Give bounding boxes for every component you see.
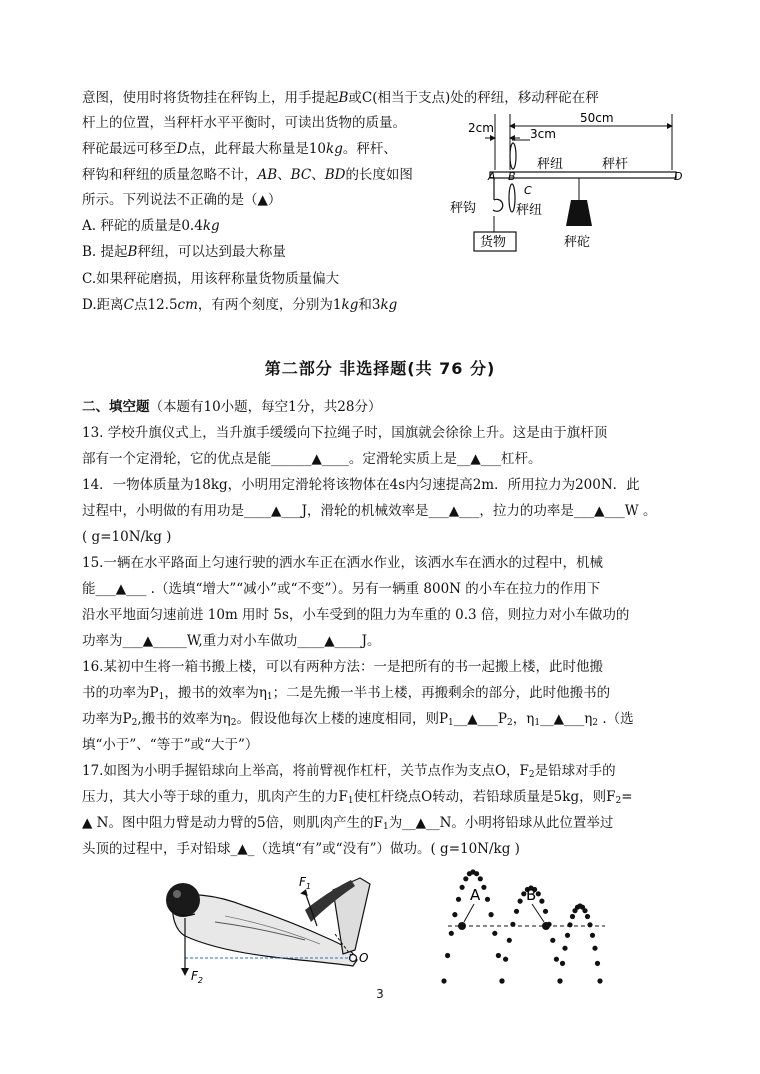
trajectory-dot <box>452 912 457 917</box>
label-tuo: 秤砣 <box>564 235 591 250</box>
q16-line-1: 16.某初中生将一箱书搬上楼，可以有两种方法：一是把所有的书一起搬上楼，此时他搬 <box>82 659 603 675</box>
q14-line-3: ( g=10N/kg ) <box>82 529 172 545</box>
label-niu-top: 秤纽 <box>537 157 564 172</box>
label-point-B: B <box>526 886 537 904</box>
arm-lever-figure <box>155 870 395 985</box>
force-F2-head <box>181 968 189 976</box>
q17-line-2: 压力，其大小等于球的重力，肌肉产生的力$F_1$使杠杆绕点O转动，若铅球质量是5kg，则$F_2=$ <box>82 789 633 806</box>
q12-option-b: B. 提起B秤纽，可以达到最大称量 <box>82 244 286 260</box>
label-gan: 秤杆 <box>602 157 629 172</box>
label-F2: $F_2$ <box>191 969 203 985</box>
trajectory-dot <box>560 961 565 966</box>
q12-option-d: D.距离C点12.5cm，有两个刻度，分别为1kg和3kg <box>82 297 398 313</box>
q12-line-3: 秤砣最远可移至D点，此秤最大称量是10kg。秤杆、 <box>82 141 397 157</box>
q13-line-1: 13. 学校升旗仪式上，当升旗手缓缓向下拉绳子时，国旗就会徐徐上升。这是由于旗杆顶 <box>82 425 608 441</box>
trajectory-dot <box>499 978 504 983</box>
trajectory-dot <box>562 946 567 951</box>
label-gou: 秤钩 <box>450 201 477 216</box>
ball-highlight <box>173 890 181 898</box>
trajectory-dot <box>463 876 468 881</box>
point-D: D <box>674 170 683 183</box>
trajectory-dot <box>592 946 597 951</box>
label-point-A: A <box>470 886 481 904</box>
fill-heading: 二、填空题（本题有10小题，每空1分，共28分） <box>82 399 382 415</box>
q17-line-3: ▲ N。图中阻力臂是动力臂的5倍，则肌肉产生的$F_1$为__▲__N。小明将铅球从此位置举过 <box>82 815 614 832</box>
trajectory-dot <box>518 899 523 904</box>
trajectory-dot <box>460 885 465 890</box>
trajectory-dot <box>567 922 572 927</box>
q15-line-1: 15.一辆在水平路面上匀速行驶的洒水车正在洒水作业，该洒水车在洒水的过程中，机械 <box>82 555 603 571</box>
q12-line-2: 杆上的位置，当秤杆水平平衡时，可读出货物的质量。 <box>82 115 406 131</box>
trajectory-dot <box>539 899 544 904</box>
trajectory-dot <box>478 876 483 881</box>
hook-curve <box>493 199 503 211</box>
counterweight <box>566 200 592 226</box>
trajectory-dot <box>507 938 512 943</box>
trajectory-dot <box>587 922 592 927</box>
trajectory-dot <box>550 938 555 943</box>
q16-line-2: 书的功率为$P_1$，搬书的效率为$\eta_1$；二是先搬一半书上楼，再搬剩余的部分，此时他搬书的 <box>82 685 611 702</box>
point-A-marker <box>458 922 466 930</box>
trajectory-dot <box>441 978 446 983</box>
section-title: 第二部分 非选择题(共 76 分) <box>264 359 496 378</box>
dim-label-50cm: 50cm <box>580 111 614 125</box>
trajectory-dot <box>595 961 600 966</box>
q12-line-4: 秤钩和秤纽的质量忽略不计，AB、BC、BD的长度如图 <box>82 167 413 183</box>
trajectory-dot <box>585 914 590 919</box>
trajectory-dot <box>554 957 559 962</box>
q14-line-1: 14．一物体质量为18kg，小明用定滑轮将该物体在4s内匀速提高2m．所用拉力为200N．此 <box>82 477 640 493</box>
trajectory-dot <box>445 953 450 958</box>
trajectory-dot <box>474 871 479 876</box>
trajectory-dot <box>557 978 562 983</box>
shot-put-ball <box>166 883 200 917</box>
trajectory-dot <box>565 933 570 938</box>
trajectory-dot <box>536 891 541 896</box>
q16-line-3: 功率为$P_2$,搬书的效率为$\eta_2$。假设他每次上楼的速度相同，则$P_1\_\_▲\_\_\_P_2$，$\eta_1\_\_▲\_\_\_\eta_2$ .（选 <box>82 711 634 728</box>
point-C: C <box>524 184 532 197</box>
label-F1: $F_1$ <box>299 875 311 891</box>
trajectory-dot <box>489 912 494 917</box>
trajectory-dot <box>570 914 575 919</box>
trajectory-dot <box>496 953 501 958</box>
dim-label-2cm: 2cm <box>468 121 494 135</box>
q15-line-4: 功率为___▲_____W,重力对小车做功____▲____J。 <box>82 633 381 649</box>
label-O: O <box>359 951 369 965</box>
point-B: B <box>508 170 516 183</box>
point-B-marker <box>542 922 550 930</box>
top-loop <box>510 143 516 169</box>
q12-option-a: A. 秤砣的质量是0.4kg <box>82 218 220 234</box>
trajectory-dot <box>543 909 548 914</box>
trajectory-dot <box>485 897 490 902</box>
trajectory-dot <box>456 897 461 902</box>
trajectory-dot <box>597 978 602 983</box>
trajectory-dot <box>590 933 595 938</box>
steelyard-diagram <box>440 108 690 258</box>
label-niu-bottom: 秤纽 <box>516 203 543 218</box>
pointer-A <box>464 904 474 922</box>
trajectory-dot <box>449 931 454 936</box>
trajectory-dot <box>514 909 519 914</box>
trajectory-dot <box>503 957 508 962</box>
pointer-B <box>532 904 544 922</box>
q17-line-1: 17.如图为小明手握铅球向上举高，将前臂视作杠杆，关节点作为支点O，$F_2$是铅球对手的 <box>82 763 616 780</box>
dim-label-3cm: 3cm <box>530 127 556 141</box>
trajectory-dot <box>582 908 587 913</box>
bouncing-ball-figure <box>440 866 610 988</box>
q14-line-2: 过程中，小明做的有用功是____▲___J，滑轮的机械效率是___▲___，拉力的功率是___▲___W 。 <box>82 503 657 519</box>
trajectory-dot <box>492 931 497 936</box>
point-A: A <box>488 170 496 183</box>
beam <box>490 172 676 178</box>
q12-line-5: 所示。下列说法不正确的是（▲） <box>82 192 282 208</box>
q17-line-4: 头顶的过程中，手对铅球_▲_（选填“有”或“没有”）做功。( g=10N/kg ) <box>82 841 520 857</box>
label-huowu: 货物 <box>480 235 507 250</box>
trajectory-dot <box>481 885 486 890</box>
bottom-loop <box>509 184 515 212</box>
q16-line-4: 填“小于”、“等于”或“大于”） <box>82 737 259 753</box>
q12-line-1: 意图，使用时将货物挂在秤钩上，用手提起B或C(相当于支点)处的秤纽，移动秤砣在秤 <box>82 90 599 106</box>
page-number: 3 <box>376 987 384 1001</box>
q15-line-3: 沿水平地面匀速前进 10m 用时 5s，小车受到的阻力为车重的 0.3 倍，则拉力对小车做功的 <box>82 607 630 623</box>
q12-option-c: C.如果秤砣磨损，用该秤称量货物质量偏大 <box>82 271 340 287</box>
q15-line-2: 能___▲___ .（选填“增大”“减小”或“不变”）。另有一辆重 800N 的小车在拉力的作用下 <box>82 581 601 597</box>
q13-line-2: 部有一个定滑轮，它的优点是能______▲____。定滑轮实质上是__▲___杠杆。 <box>82 451 542 467</box>
